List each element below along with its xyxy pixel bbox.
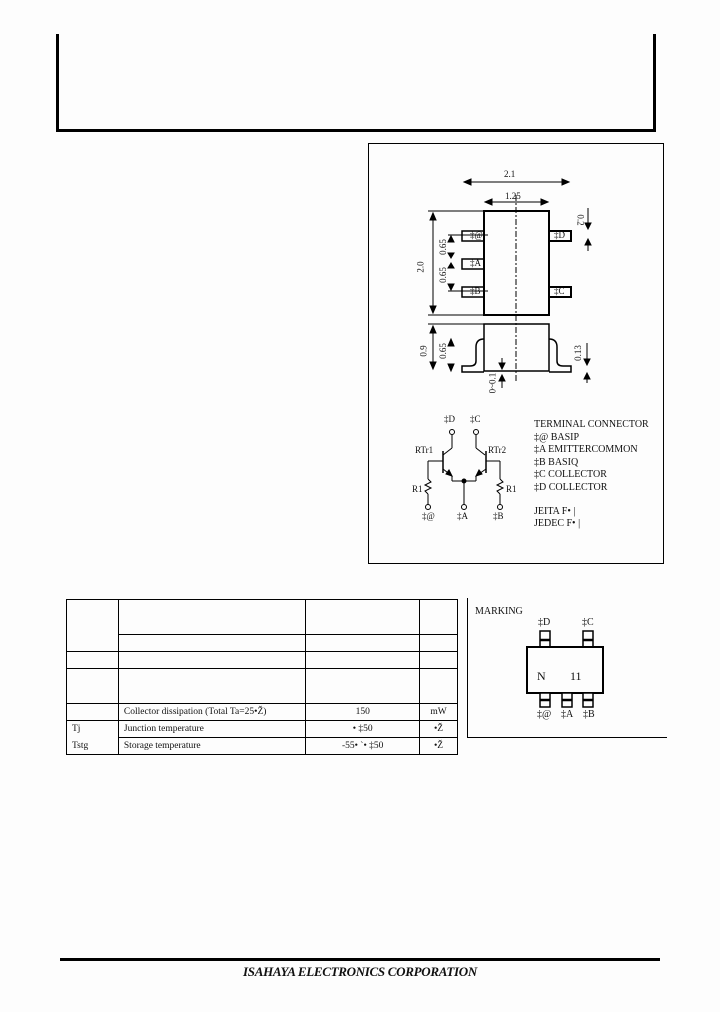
marking-pin-bottom-mid: ‡A [561,709,574,720]
marking-pin-top-right: ‡C [582,617,594,628]
header-subrow [67,635,458,652]
circuit-pin-bottom-left: ‡@ [422,511,435,521]
symbol-cell: Tstg [67,738,119,755]
header-row [67,600,458,635]
company-name: ISAHAYA ELECTRONICS CORPORATION [243,964,477,979]
unit-cell: •Ž [420,721,458,738]
table-row [67,652,458,669]
marking-pin-bottom-right: ‡B [583,709,595,720]
circuit-tr1-label: RTr1 [415,445,434,455]
value-cell: -55• `• ‡50 [306,738,420,755]
jeita-label: JEITA F• | [534,506,576,517]
marking-code-left: N [537,669,546,683]
pin-label-3: ‡B [470,286,481,296]
value-cell: 150 [306,704,420,721]
value-cell: • ‡50 [306,721,420,738]
dim-body-width: 1.25 [505,191,521,201]
unit-cell: mW [420,704,458,721]
dim-lead-height: 0.65 [437,343,448,359]
package-drawing [368,143,664,564]
terminal-item: ‡B BASIQ [534,457,579,468]
circuit-pin-top-right: ‡C [470,414,481,424]
table-row [67,669,458,704]
dim-height-total: 2.0 [415,261,426,273]
circuit-pin-bottom-mid: ‡A [457,511,468,521]
table-row [67,738,458,755]
pin-label-4: ‡C [554,286,565,296]
circuit-pin-bottom-right: ‡B [493,511,504,521]
circuit-r1-right: R1 [506,484,517,494]
marking-pin-top-left: ‡D [538,617,551,628]
terminal-connector-title: TERMINAL CONNECTOR [534,419,649,430]
symbol-cell [67,704,119,721]
dim-pitch-lower: 0.65 [437,267,448,283]
pin-label-2: ‡A [470,258,481,268]
ratings-table [66,599,458,755]
dim-side-height: 0.9 [418,345,429,357]
terminal-item: ‡D COLLECTOR [534,482,608,493]
dim-pitch-upper: 0.65 [437,239,448,255]
dim-lead-thickness: 0.13 [572,345,583,361]
pin-label-5: ‡D [554,230,565,240]
parameter-cell: Storage temperature [118,738,305,755]
footer-rule [60,958,660,961]
dim-standoff: 0~0.1 [487,372,498,394]
symbol-cell: Tj [67,721,119,738]
pin-label-1: ‡@ [470,230,483,240]
unit-cell: •Ž [420,738,458,755]
table-row [67,721,458,738]
jedec-label: JEDEC F• | [534,518,581,529]
marking-pin-bottom-left: ‡@ [537,709,552,720]
table-row [67,704,458,721]
circuit-pin-top-left: ‡D [444,414,455,424]
marking-title: MARKING [475,606,523,617]
dim-width-total: 2.1 [504,169,516,179]
terminal-item: ‡C COLLECTOR [534,469,607,480]
dim-lead-width: 0.2 [575,214,586,226]
circuit-tr2-label: RTr2 [488,445,507,455]
parameter-cell: Junction temperature [118,721,305,738]
terminal-item: ‡A EMITTERCOMMON [534,444,638,455]
circuit-r1-left: R1 [412,484,423,494]
terminal-item: ‡@ BASIP [534,432,580,443]
parameter-cell: Collector dissipation (Total Ta=25•Ž) [118,704,305,721]
marking-code-right: 11 [570,669,582,683]
header-frame [56,34,656,132]
